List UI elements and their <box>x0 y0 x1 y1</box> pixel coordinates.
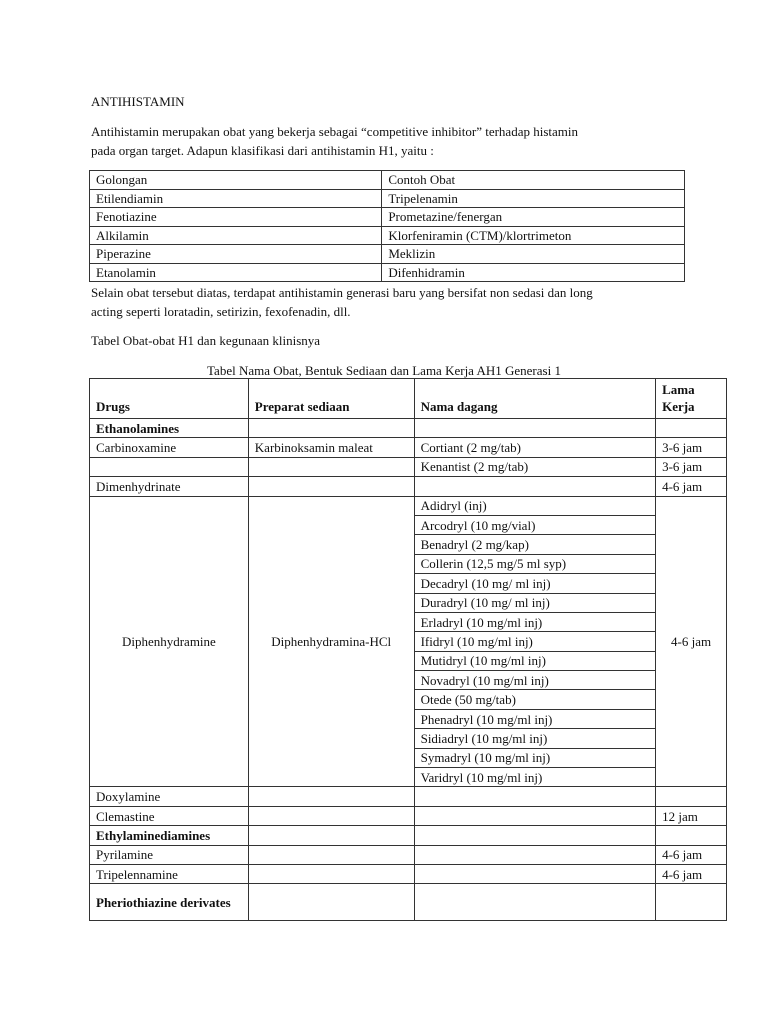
brand-cell: Symadryl (10 mg/ml inj) <box>414 748 655 767</box>
paragraph-line: Selain obat tersebut diatas, terdapat antihistamin generasi baru yang bersifat non sedasi dan long <box>91 285 593 300</box>
lama-cell: 3-6 jam <box>656 457 727 476</box>
group-label-pheriothiazine: Pheriothiazine derivates <box>90 884 249 921</box>
empty-cell <box>248 806 414 825</box>
empty-cell <box>414 419 655 438</box>
brand-cell: Arcodryl (10 mg/vial) <box>414 515 655 534</box>
lama-cell: 4-6 jam <box>656 864 727 883</box>
intro-line: pada organ target. Adapun klasifikasi dari antihistamin H1, yaitu : <box>91 143 434 158</box>
lama-cell: 3-6 jam <box>656 438 727 457</box>
contoh-obat-cell: Prometazine/fenergan <box>382 208 685 227</box>
table-row <box>90 245 685 264</box>
brand-cell: Cortiant (2 mg/tab) <box>414 438 655 457</box>
group-row <box>90 884 727 921</box>
table-row <box>90 806 727 825</box>
empty-cell <box>414 845 655 864</box>
group-row <box>90 826 727 845</box>
contoh-obat-cell: Klorfeniramin (CTM)/klortrimeton <box>382 226 685 245</box>
empty-cell <box>248 419 414 438</box>
brand-cell: Sidiadryl (10 mg/ml inj) <box>414 729 655 748</box>
intro-line: Antihistamin merupakan obat yang bekerja sebagai “competitive inhibitor” terhadap histamin <box>91 124 578 139</box>
table-intro-text: Tabel Obat-obat H1 dan kegunaan klinisnya <box>91 333 321 348</box>
brand-cell: Novadryl (10 mg/ml inj) <box>414 671 655 690</box>
empty-cell <box>656 826 727 845</box>
brand-cell: Otede (50 mg/tab) <box>414 690 655 709</box>
empty-cell <box>414 864 655 883</box>
brand-cell: Adidryl (inj) <box>414 496 655 515</box>
table-row <box>90 457 727 476</box>
drug-cell: Doxylamine <box>90 787 249 806</box>
empty-cell <box>414 787 655 806</box>
empty-cell <box>248 864 414 883</box>
golongan-cell: Etanolamin <box>90 263 382 282</box>
table-row <box>90 263 685 282</box>
table-row <box>90 845 727 864</box>
brand-cell: Decadryl (10 mg/ ml inj) <box>414 574 655 593</box>
empty-cell <box>656 419 727 438</box>
group-label-ethanolamines: Ethanolamines <box>90 419 249 438</box>
drug-cell: Carbinoxamine <box>90 438 249 457</box>
table-row <box>90 496 727 515</box>
empty-cell <box>414 806 655 825</box>
brand-cell: Varidryl (10 mg/ml inj) <box>414 768 655 787</box>
lama-cell: 4-6 jam <box>656 477 727 496</box>
table-row <box>90 477 727 496</box>
header-preparat: Preparat sediaan <box>248 379 414 419</box>
table-caption: Tabel Nama Obat, Bentuk Sediaan dan Lama Kerja AH1 Generasi 1 <box>207 363 561 378</box>
empty-cell <box>248 457 414 476</box>
drug-cell: Dimenhydrinate <box>90 477 249 496</box>
paragraph-line: acting seperti loratadin, setirizin, fexofenadin, dll. <box>91 304 351 319</box>
contoh-obat-cell: Meklizin <box>382 245 685 264</box>
intro-paragraph <box>91 122 691 160</box>
preparat-cell: Diphenhydramina-HCl <box>248 496 414 787</box>
drug-cell: Diphenhydramine <box>90 496 249 787</box>
header-drugs: Drugs <box>90 379 249 419</box>
brand-cell: Kenantist (2 mg/tab) <box>414 457 655 476</box>
empty-cell <box>656 884 727 921</box>
header-golongan: Golongan <box>90 171 382 190</box>
brand-cell: Duradryl (10 mg/ ml inj) <box>414 593 655 612</box>
empty-cell <box>414 826 655 845</box>
lama-cell: 4-6 jam <box>656 496 727 787</box>
header-lama-kerja: Lama Kerja <box>656 379 727 419</box>
brand-cell: Phenadryl (10 mg/ml inj) <box>414 709 655 728</box>
empty-cell <box>248 845 414 864</box>
golongan-cell: Fenotiazine <box>90 208 382 227</box>
empty-cell <box>414 884 655 921</box>
table-row <box>90 226 685 245</box>
empty-cell <box>90 457 249 476</box>
document-title: ANTIHISTAMIN <box>91 94 185 109</box>
drug-cell: Pyrilamine <box>90 845 249 864</box>
contoh-obat-cell: Tripelenamin <box>382 189 685 208</box>
group-label-ethylaminediamines: Ethylaminediamines <box>90 826 249 845</box>
drug-table <box>89 378 727 921</box>
group-row <box>90 419 727 438</box>
table-header-row <box>90 379 727 419</box>
golongan-cell: Piperazine <box>90 245 382 264</box>
table-row <box>90 787 727 806</box>
lama-cell: 12 jam <box>656 806 727 825</box>
header-nama-dagang: Nama dagang <box>414 379 655 419</box>
empty-cell <box>414 477 655 496</box>
empty-cell <box>248 884 414 921</box>
brand-cell: Mutidryl (10 mg/ml inj) <box>414 651 655 670</box>
empty-cell <box>656 787 727 806</box>
brand-cell: Collerin (12,5 mg/5 ml syp) <box>414 554 655 573</box>
brand-cell: Ifidryl (10 mg/ml inj) <box>414 632 655 651</box>
drug-cell: Clemastine <box>90 806 249 825</box>
brand-cell: Erladryl (10 mg/ml inj) <box>414 612 655 631</box>
table-header-row <box>90 171 685 190</box>
classification-table <box>89 170 685 282</box>
empty-cell <box>248 477 414 496</box>
golongan-cell: Alkilamin <box>90 226 382 245</box>
empty-cell <box>248 787 414 806</box>
table-row <box>90 438 727 457</box>
contoh-obat-cell: Difenhidramin <box>382 263 685 282</box>
header-contoh-obat: Contoh Obat <box>382 171 685 190</box>
table-row <box>90 189 685 208</box>
lama-cell: 4-6 jam <box>656 845 727 864</box>
drug-cell: Tripelennamine <box>90 864 249 883</box>
table-row <box>90 208 685 227</box>
empty-cell <box>248 826 414 845</box>
golongan-cell: Etilendiamin <box>90 189 382 208</box>
brand-cell: Benadryl (2 mg/kap) <box>414 535 655 554</box>
table-row <box>90 864 727 883</box>
new-generation-paragraph <box>91 283 691 321</box>
preparat-cell: Karbinoksamin maleat <box>248 438 414 457</box>
